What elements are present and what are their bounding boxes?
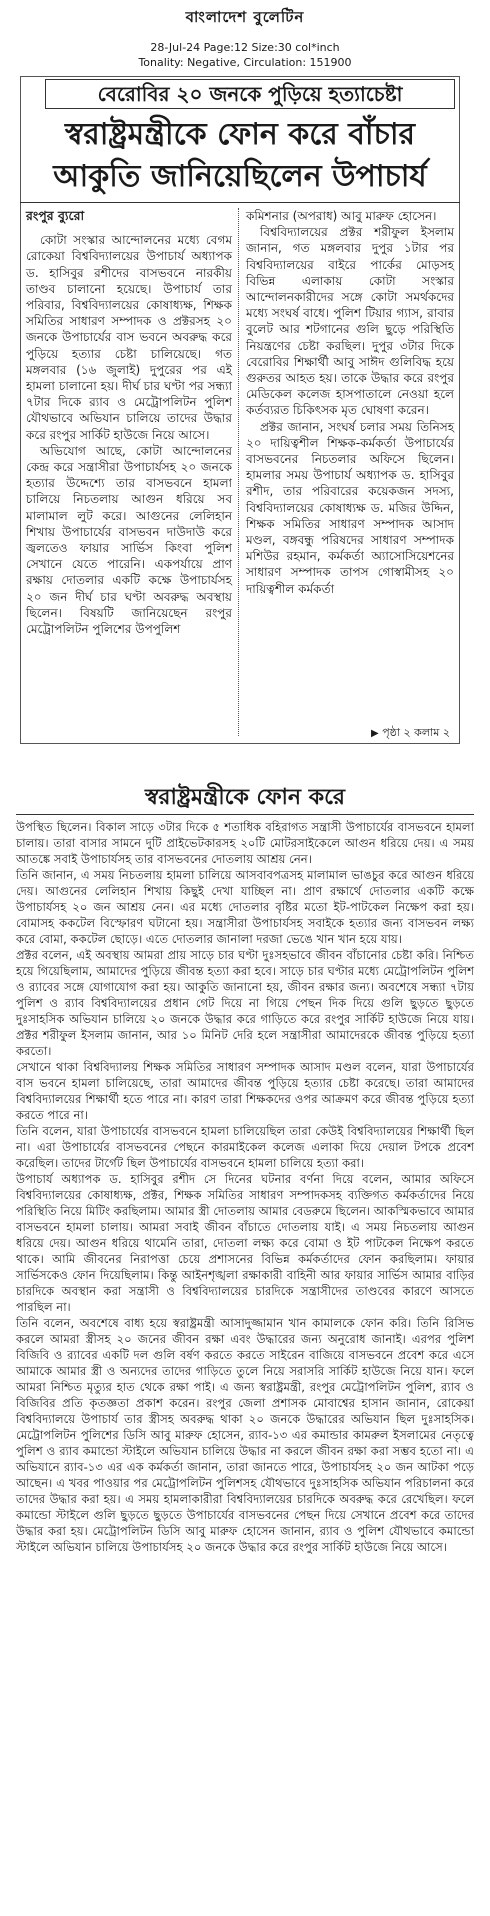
jump-arrow-icon: ▶ <box>370 728 379 739</box>
column-1-paragraph: কোটা সংস্কার আন্দোলনের মধ্যে বেগম রোকেয়া বিশ্ববিদ্যালয়ের উপাচার্য অধ্যাপক ড. হাসিবুর রশীদের বাসভবনে নারকীয় তাণ্ডব চালানো হয়েছে। উপাচার্য তার পরিবার, বিশ্ববিদ্যালয়ের কোষাধ্যক্ষ, শিক্ষক সমিতির সাধারণ সম্পাদক ও প্রক্টরসহ ২০ জনকে উপাচার্যের বাস ভবনে অবরুদ্ধ করে পুড়িয়ে হত্যার চেষ্টা চালিয়েছে। গত মঙ্গলবার (১৬ জুলাই) দুপুরের পর এই হামলা চালানো হয়। দীর্ঘ চার ঘণ্টা পর সন্ধ্যা ৭টার দিকে র‍্যাব ও মেট্রোপলিটন পুলিশ যৌথভাবে অভিযান চালিয়ে তাদের উদ্ধার করে রংপুর সার্কিট হাউজে নিয়ে আসে। <box>26 233 232 442</box>
byline: রংপুর ব্যুরো <box>26 208 85 223</box>
continuation-paragraph: তিনি জানান, এ সময় নিচতলায় হামলা চালিয়ে আসবাবপত্রসহ মালামাল ভাঙচুর করে আগুন ধরিয়ে দেয়। আগুনের লেলিহান শিখায় কিছুই দেখা যাচ্ছিল না। প্রাণ রক্ষার্থে দোতলার একটি কক্ষে উপাচার্যসহ ২০ জন আশ্রয় নেন। এর মধ্যে দোতলার বৃষ্টির মতো ইট-পাটকেল নিক্ষেপ করা হয়। বোমাসহ ককটেল বিস্ফোরণ ঘটানো হয়। সন্ত্রাসীরা উপাচার্যসহ সবাইকে হত্যার জন্য বাসভবন লক্ষ্য করে বোমা, ককটেল ছোড়ে। এতে দোতলার জানালা দরজা ভেঙে খান খান হয়ে যায়। <box>16 868 474 946</box>
continuation-paragraph: সেখানে থাকা বিশ্ববিদ্যালয় শিক্ষক সমিতির সাধারণ সম্পাদক আসাদ মণ্ডল বলেন, যারা উপাচার্যের বাস ভবনে হামলা চালিয়েছে, তারা আমাদের জীবন্ত পুড়িয়ে হত্যার চেষ্টা করেছে। তারা আমাদের বিশ্ববিদ্যালয়ের শিক্ষার্থী হতে পারে না। কারণ তারা শিক্ষকদের ওপর আক্রমণ করে জীবন্ত পুড়িয়ে হত্যা করতে পারে না। <box>16 1060 474 1122</box>
continuation-paragraph: তিনি বলেন, যারা উপাচার্যের বাসভবনে হামলা চালিয়েছিল তারা কেউই বিশ্ববিদ্যালয়ের শিক্ষার্থী ছিল না। এরা উপাচার্যের বাসভবনের পেছনে কারমাইকেল কলেজ এলাকা দিয়ে দেয়াল টপকে প্রবেশ করেছিল। তাদের টার্গেট ছিল উপাচার্যের বাসভবনে হামলা চালিয়ে হত্যা করা। <box>16 1124 474 1170</box>
continuation-divider <box>16 814 474 815</box>
article-headline: স্বরাষ্ট্রমন্ত্রীকে ফোন করে বাঁচার আকুতি জানিয়েছিলেন উপাচার্য <box>53 117 427 194</box>
continuation-paragraph: তিনি বলেন, অবশেষে বাধ্য হয়ে স্বরাষ্ট্রমন্ত্রী আসাদুজ্জামান খান কামালকে ফোন করি। তিনি রিসিভ করলে আমরা স্ত্রীসহ ২০ জনের জীবন রক্ষা এবং উদ্ধারের জন্য অনুরোধ জানাই। এরপর পুলিশ বিজিবি ও র‍্যাবের একটি দল গুলি বর্ষণ করতে করতে সাইরেন বাজিয়ে বাসভবনে প্রবেশ করে এসে আমাকে আমার স্ত্রী ও অন্যদের তাদের গাড়িতে তুলে নিয়ে সরাসরি সার্কিট হাউজে নিয়ে যান। ফলে আমরা নিশ্চিত মৃত্যুর হাত থেকে রক্ষা পাই। এ জন্য স্বরাষ্ট্রমন্ত্রী, রংপুর মেট্রোপলিটন পুলিশ, র‍্যাব ও বিজিবির প্রতি কৃতজ্ঞতা প্রকাশ করেন। রংপুর জেলা প্রশাসক মোবাশ্বের হাসান জানান, রোকেয়া বিশ্ববিদ্যালয়ে উপাচার্য তার স্ত্রীসহ অবরুদ্ধ থাকা ২০ জনকে উদ্ধারের অভিযান ছিল দুঃসাহসিক। মেট্রোপলিটন পুলিশের ডিসি আবু মারুফ হোসেন, র‍্যাব-১৩ এর কমান্ডার কামরুল ইসলামের নেতৃত্বে পুলিশ ও র‍্যাব কমান্ডো স্টাইলে অভিযান চালিয়ে উদ্ধার না করলে জীবন রক্ষা করা সম্ভব হতো না। এ অভিযানে র‍্যাব-১৩ এর এক কর্মকর্তা জানান, তারা জানতে পারে, উপাচার্যসহ ২০ জন আটকা পড়ে আছেন। এ খবর পাওয়ার পর মেট্রোপলিটন পুলিশসহ যৌথভাবে দুঃসাহসিক অভিযান পরিচালনা করে তাদের উদ্ধার করা হয়। এ সময় হামলাকারীরা বিশ্ববিদ্যালয়ের চারদিকে অবরুদ্ধ করে রেখেছিল। ফলে কমান্ডো স্টাইলে গুলি ছুড়তে ছুড়তে উপাচার্যের বাসভবনের পেছন দিয়ে সেখানে প্রবেশ করে তাদের উদ্ধার করা হয়। মেট্রোপলিটন ডিসি আবু মারুফ হোসেন জানান, র‍্যাব ও পুলিশ যৌথভাবে কমান্ডো স্টাইলে অভিযান চালিয়ে উপাচার্যসহ ২০ জনকে উদ্ধার করে রংপুর সার্কিট হাউজে নিয়ে আসে। <box>16 1316 474 1554</box>
continuation-jump <box>371 724 450 743</box>
jump-text: পৃষ্ঠা ২ কলাম ২ <box>382 726 450 739</box>
column-1-paragraph: অভিযোগ আছে, কোটা আন্দোলনের কেন্দ্র করে সন্ত্রাসীরা উপাচার্যসহ ২০ জনকে হত্যার উদ্দেশ্যে তার বাসভবনে হামলা চালিয়ে নিচতলায় আগুন ধরিয়ে সব মালামাল লুট করে। আগুনের লেলিহান শিখায় উপাচার্যের বাসভবন দাউদাউ করে জ্বলতেও ফায়ার সার্ভিস কিংবা পুলিশ সেখানে যেতে পারেনি। একপর্যায়ে প্রাণ রক্ষায় দোতলার একটি কক্ষে উপাচার্যসহ ২০ জন দীর্ঘ চার ঘণ্টা অবরুদ্ধ অবস্থায় ছিলেন। বিষয়টি জানিয়েছেন রংপুর মেট্রোপলিটন পুলিশের উপপুলিশ <box>26 443 232 637</box>
article-column-2 <box>246 208 454 597</box>
headline-divider <box>20 202 460 203</box>
column-2-paragraph: কমিশনার (অপরাধ) আবু মারুফ হোসেন। <box>246 209 437 223</box>
continuation-paragraph: প্রক্টর বলেন, এই অবস্থায় আমরা প্রায় সাড়ে চার ঘণ্টা দুঃসহভাবে জীবন বাঁচানোর চেষ্টা করি। নিশ্চিত হয়ে গিয়েছিলাম, আমাদের পুড়িয়ে জীবন্ত হত্যা করা হবে। সাড়ে চার ঘণ্টার মধ্যে মেট্রোপলিটন পুলিশ ও র‍্যাবের সঙ্গে যোগাযোগ করা হয়। আকুতি জানানো হয়, জীবন রক্ষার জন্য। অবশেষে সন্ধ্যা ৭টায় পুলিশ ও র‍্যাব বিশ্ববিদ্যালয়ের প্রধান গেট দিয়ে না গিয়ে পেছন দিক দিয়ে গুলি ছুড়তে ছুড়তে দুঃসাহসিক অভিযান চালিয়ে ২০ জনকে উদ্ধার করে গাড়িতে করে রংপুর সার্কিট হাউজে নিয়ে যায়। প্রক্টর শরীফুল ইসলাম জানান, আর ১০ মিনিট দেরি হলে সন্ত্রাসীরা আমাদেরকে জীবন্ত পুড়িয়ে হত্যা করতো। <box>16 948 474 1058</box>
article-kicker: বেরোবির ২০ জনকে পুড়িয়ে হত্যাচেষ্টা <box>45 79 455 109</box>
continuation-body <box>16 819 474 1555</box>
article-front-clipping <box>20 76 482 756</box>
column-divider <box>238 208 239 736</box>
clipping-meta-tonality: Tonality: Negative, Circulation: 151900 <box>138 56 352 69</box>
column-2-paragraph: প্রক্টর জানান, সংঘর্ষ চলার সময় তিনিসহ ২০ দায়িত্বশীল শিক্ষক-কর্মকর্তা উপাচার্যের বাসভবনের নিচতলার অফিসে ছিলেন। হামলার সময় উপাচার্য অধ্যাপক ড. হাসিবুর রশীদ, তার পরিবারের কয়েকজন সদস্য, বিশ্ববিদ্যালয়ের কোষাধ্যক্ষ ড. মজির উদ্দিন, শিক্ষক সমিতির সাধারণ সম্পাদক আসাদ মণ্ডল, বঙ্গবন্ধু পরিষদের সাধারণ সম্পাদক মশিউর রহমান, কর্মকর্তা অ্যাসোসিয়েশনের সাধারণ সম্পাদক তাপস গোস্বামীসহ ২০ দায়িত্বশীল কর্মকর্তা <box>246 419 454 596</box>
publication-name: বাংলাদেশ বুলেটিন <box>185 8 305 26</box>
article-continuation-clipping <box>4 778 486 1912</box>
article-column-1 <box>26 208 232 637</box>
continuation-paragraph: উপস্থিত ছিলেন। বিকাল সাড়ে ৩টার দিকে ৫ শতাধিক বহিরাগত সন্ত্রাসী উপাচার্যের বাসভবনে হামলা চালায়। তারা বাসার সামনে দুটি প্রাইভেটকারসহ ২০টি মোটরসাইকেলে আগুন ধরিয়ে দেয়। এ সময় আতঙ্কে সবাই উপাচার্যসহ তার বাসভবনের দোতলায় আশ্রয় নেন। <box>16 820 474 866</box>
continuation-paragraph: উপাচার্য অধ্যাপক ড. হাসিবুর রশীদ সে দিনের ঘটনার বর্ণনা দিয়ে বলেন, আমার অফিসে বিশ্ববিদ্যালয়ের কোষাধ্যক্ষ, প্রক্টর, শিক্ষক সমিতির সাধারণ সম্পাদকসহ ব্যক্তিগত কর্মকর্তাদের নিয়ে পরিস্থিতি নিয়ে মিটিং করছিলাম। আমার স্ত্রী দোতলায় আমার বেডরুমে ছিলেন। আকস্মিকভাবে আমার বাসভবনে হামলা চালায়। আমরা সবাই জীবন বাঁচাতে দোতলায় যাই। এ সময় নিচতলায় আগুন ধরিয়ে দেয়। আগুন ধরিয়ে থামেনি তারা, দোতলা লক্ষ্য করে বোমা ও ইট পাটকেল নিক্ষেপ করতে থাকে। আমি জীবনের নিরাপত্তা চেয়ে প্রশাসনের বিভিন্ন কর্মকর্তাদের ফোন করছিলাম। ফায়ার সার্ভিসকেও ফোন দিয়েছিলাম। কিন্তু আইনশৃঙ্খলা রক্ষাকারী বাহিনী আর ফায়ার সার্ভিস আমার বাড়ির চারদিকে অবস্থান করা সন্ত্রাসী ও বিশ্ববিদ্যালয়ের চারদিকে সন্ত্রাসীদের তাণ্ডবের কারণে আসতে পারছিল না। <box>16 1172 474 1314</box>
continuation-title: স্বরাষ্ট্রমন্ত্রীকে ফোন করে <box>144 785 346 810</box>
clipping-meta-date: 28-Jul-24 Page:12 Size:30 col*inch <box>150 41 340 54</box>
column-2-paragraph: বিশ্ববিদ্যালয়ের প্রক্টর শরীফুল ইসলাম জানান, গত মঙ্গলবার দুপুর ১টার পর বিশ্ববিদ্যালয়ের বাইরে পার্কের মোড়সহ বিভিন্ন এলাকায় কোটা সংস্কার আন্দোলনকারীদের সঙ্গে কোটা সমর্থকদের মধ্যে সংঘর্ষ বাধে। পুলিশ টিয়ার গ্যাস, রাবার বুলেট আর শটগানের গুলি ছুড়ে পরিস্থিতি নিয়ন্ত্রণের চেষ্টা করছিল। দুপুর ৩টার দিকে বেরোবির শিক্ষার্থী আবু সাঈদ গুলিবিদ্ধ হয়ে গুরুতর আহত হয়। তাকে উদ্ধার করে রংপুর মেডিকেল কলেজ হাসপাতালে নেওয়া হলে কর্তব্যরত চিকিৎসক মৃত ঘোষণা করেন। <box>246 225 454 418</box>
